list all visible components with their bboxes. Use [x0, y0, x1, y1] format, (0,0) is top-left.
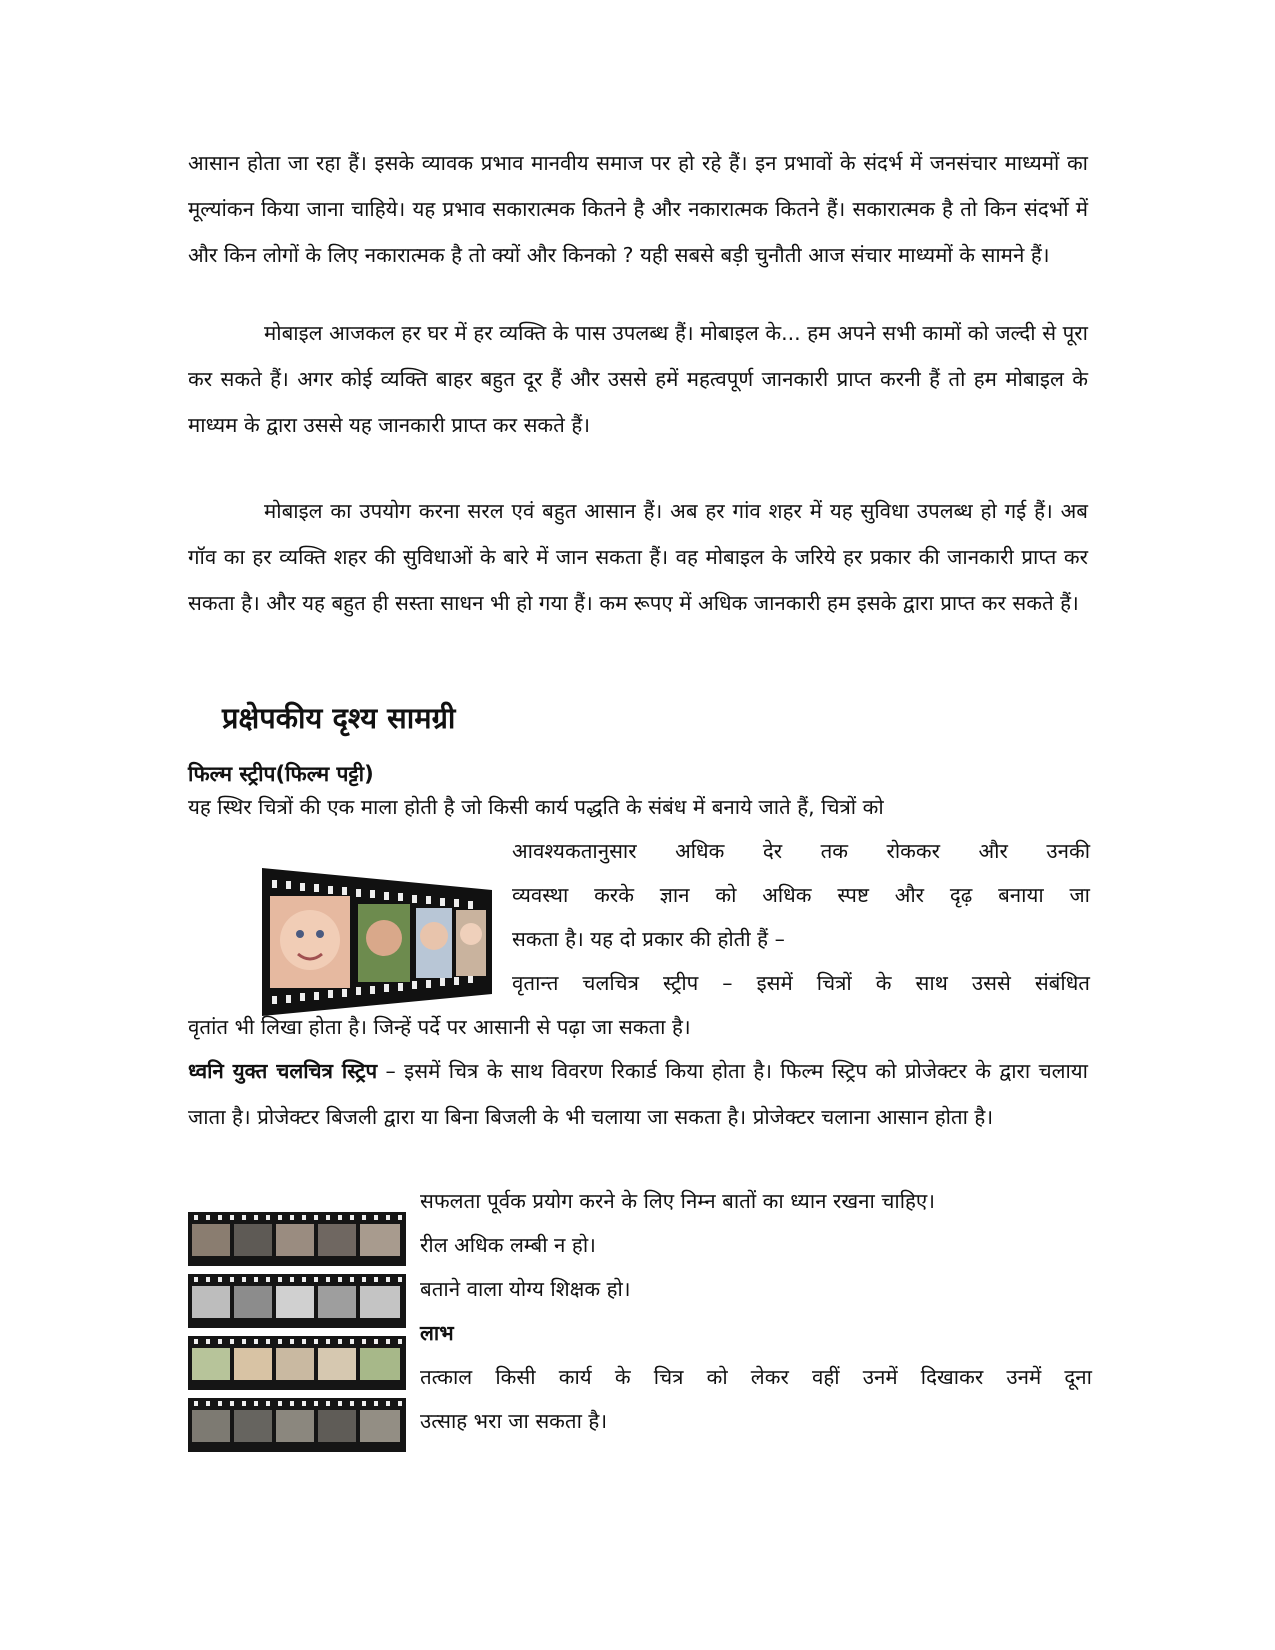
paragraph-media-impact: आसान होता जा रहा हैं। इसके व्यावक प्रभाव मानवीय समाज पर हो रहे हैं। इन प्रभावों के संदर्भ में जनसंचार माध्यमों का मूल्यांकन किया जाना चाहिये। यह प्रभाव सकारात्मक कितने है और नकारात्मक कितने हैं। सकारात्मक है तो किन संदर्भो में और किन लोगों के लिए नकारात्मक है तो क्यों और किनको ? यही सबसे बड़ी चुनौती आज संचार माध्यमों के सामने हैं।	[188, 151, 1088, 267]
sound-strip-paragraph	[188, 1048, 1088, 1140]
tips-line: सफलता पूर्वक प्रयोग करने के लिए निम्न बातों का ध्यान रखना चाहिए।	[420, 1189, 936, 1213]
sound-strip-text: – इसमें चित्र के साथ विवरण रिकार्ड किया होता है। फिल्म स्ट्रिप को प्रोजेक्टर के द्वारा चलाया जाता है। प्रोजेक्टर बिजली द्वारा या बिना बिजली के भी चलाया जा सकता है। प्रोजेक्टर चलाना आसान होता है।	[188, 1059, 1088, 1129]
subsection-heading: फिल्म स्ट्रीप(फिल्म पट्टी)	[188, 762, 374, 786]
filmstrip-text-line: आवश्यकतानुसार अधिक देर तक रोककर और उनकी	[512, 839, 1090, 863]
paragraph-mobile-usage: मोबाइल का उपयोग करना सरल एवं बहुत आसान हैं। अब हर गांव शहर में यह सुविधा उपलब्ध हो गई हैं। अब गॉव का हर व्यक्ति शहर की सुविधाओं के बारे में जान सकता हैं। वह मोबाइल के जरिये हर प्रकार की जानकारी प्राप्त कर सकता है। और यह बहुत ही सस्ता साधन भी हो गया हैं। कम रूपए में अधिक जानकारी हम इसके द्वारा प्राप्त कर सकते हैं।	[188, 499, 1088, 615]
benefit-line: तत्काल किसी कार्य के चित्र को लेकर वहीं उनमें दिखाकर उनमें दूना	[420, 1365, 1092, 1389]
benefit-heading: लाभ	[420, 1321, 454, 1345]
filmstrip-text-line: वृतान्त चलचित्र स्ट्रीप – इसमें चित्रों के साथ उससे संबंधित	[512, 971, 1090, 995]
benefit-line: उत्साह भरा जा सकता है।	[420, 1409, 608, 1433]
sound-strip-term: ध्वनि युक्त चलचित्र स्ट्रिप	[188, 1059, 378, 1083]
filmstrip-text-line: यह स्थिर चित्रों की एक माला होती है जो किसी कार्य पद्धति के संबंध में बनाये जाते हैं, चित्रों को	[188, 795, 884, 819]
film-reels-image	[188, 1212, 406, 1452]
filmstrip-text-line: व्यवस्था करके ज्ञान को अधिक स्पष्ट और दृढ़ बनाया जा	[512, 883, 1090, 907]
filmstrip-text-line: वृतांत भी लिखा होता है। जिन्हें पर्दे पर आसानी से पढ़ा जा सकता है।	[188, 1015, 691, 1039]
filmstrip-image	[262, 868, 492, 1016]
section-heading: प्रक्षेपकीय दृश्य सामग्री	[222, 701, 456, 735]
paragraph-mobile-availability: मोबाइल आजकल हर घर में हर व्यक्ति के पास उपलब्ध हैं। मोबाइल के... हम अपने सभी कामों को जल्दी से पूरा कर सकते हैं। अगर कोई व्यक्ति बाहर बहुत दूर हैं और उससे हमें महत्वपूर्ण जानकारी प्राप्त करनी हैं तो हम मोबाइल के माध्यम के द्वारा उससे यह जानकारी प्राप्त कर सकते हैं।	[188, 321, 1088, 437]
tips-line: बताने वाला योग्य शिक्षक हो।	[420, 1277, 631, 1301]
tips-line: रील अधिक लम्बी न हो।	[420, 1233, 596, 1257]
filmstrip-text-line: सकता है। यह दो प्रकार की होती हैं –	[512, 927, 785, 951]
